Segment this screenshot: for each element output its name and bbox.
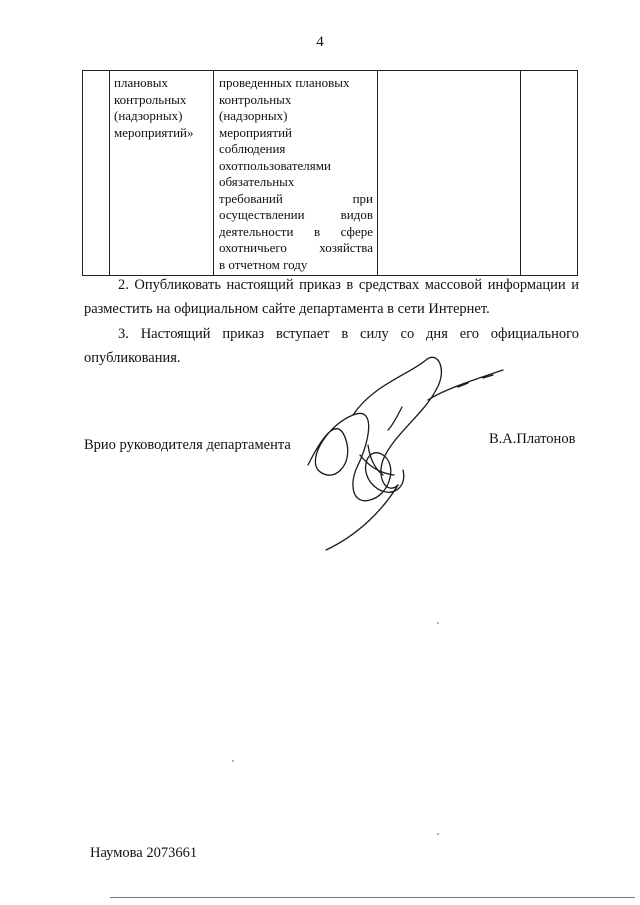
handwritten-signature [298,345,528,555]
paragraph-effective-text: 3. Настоящий приказ вступает в силу со дня его официального опубликования. [84,326,579,366]
scan-speck [437,622,439,624]
page-number: 4 [316,34,324,50]
signatory-name: В.А.Платонов [489,431,576,447]
table-cell-indicator-description [214,71,378,276]
table-cell-empty [521,71,578,276]
executor-footer: Наумова 2073661 [90,845,198,861]
continuation-table [82,70,578,276]
paragraph-publish-text: 2. Опубликовать настоящий приказ в средствах массовой информации и разместить на официальном сайте департамента в сети Интернет. [84,277,579,317]
indicator-description-text: проведенных плановых контрольных (надзорных) мероприятий соблюдения охотпользователями обязательных [219,75,350,189]
table-cell-indicator-name [110,71,214,276]
bottom-divider [110,897,635,898]
signatory-title: Врио руководителя департамента [84,437,291,453]
indicator-description-line: охотничьего хозяйства [219,240,373,255]
paragraph-publish [84,273,579,321]
indicator-description-line: в отчетном году [219,256,308,272]
indicator-name-text: плановых контрольных (надзорных) мероприятий» [114,75,194,140]
scan-speck [232,760,234,762]
indicator-description-line: деятельности в сфере [219,223,373,239]
table-cell-empty [378,71,521,276]
indicator-description-line: осуществлении видов [219,207,373,222]
table-cell-number [83,71,110,276]
table-row [83,71,578,276]
scan-speck [437,833,439,835]
indicator-description-line: требований при [219,190,373,206]
